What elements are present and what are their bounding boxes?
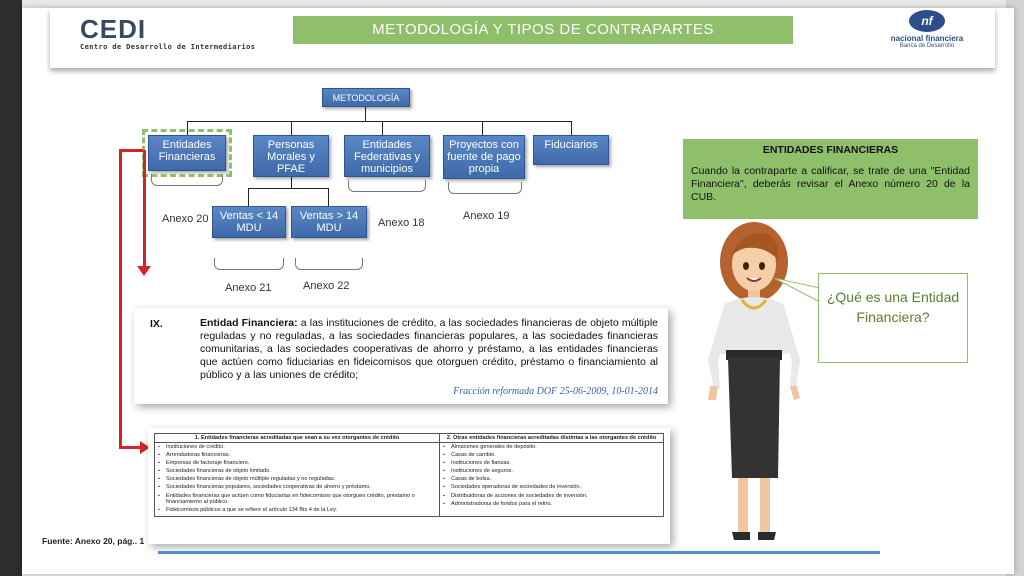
cedi-logo [80, 14, 255, 51]
brace [295, 258, 363, 270]
nafin-logo-mark: nf [909, 10, 945, 32]
entities-table-box [148, 428, 670, 544]
list-item: ▪ Distribuidoras de acciones de sociedades de inversión. [443, 493, 660, 500]
nafin-logo-name: nacional financiera [890, 34, 964, 43]
list-item: ▪ Almacenes generales de depósito. [443, 444, 660, 451]
list-item: ▪ Entidades financieras que actúen como fiduciarias en fideicomisos que otorguen crédito, préstamo o financiamiento al público. [158, 493, 436, 506]
red-arrow-line [119, 149, 122, 449]
list-item: ▪ Casas de bolsa. [443, 476, 660, 483]
legal-definition-box [134, 308, 668, 404]
node-ventas-mayor[interactable]: Ventas > 14 MDU [291, 206, 367, 238]
connector-line [187, 121, 188, 135]
list-item: ▪ Empresas de factoraje financiero. [158, 460, 436, 467]
brace [214, 258, 284, 270]
info-box-title: ENTIDADES FINANCIERAS [762, 144, 899, 156]
table-col1 [155, 443, 440, 517]
source-note: Fuente: Anexo 20, pág.. 1 [42, 536, 145, 546]
brace [448, 182, 522, 194]
info-box-text: Cuando la contraparte a calificar, se trate de una "Entidad Financiera", deberás revisar el Anexo número 20 de la CUB. [691, 165, 970, 203]
list-item: ▪ Instituciones de fianzas. [443, 460, 660, 467]
connector-line [365, 107, 366, 121]
table-header-col2: 2. Otras entidades financieras acreditadas distintas a las otorgantes de crédito [440, 434, 664, 443]
list-item: ▪ Arrendadoras financieras. [158, 452, 436, 459]
node-ventas-menor[interactable]: Ventas < 14 MDU [212, 206, 286, 238]
red-arrow-line [119, 149, 143, 152]
list-item: ▪ Casas de cambio. [443, 452, 660, 459]
legal-term: Entidad Financiera: [200, 317, 298, 329]
brace [348, 180, 426, 192]
list-item: ▪ Sociedades financieras de objeto limitado. [158, 468, 436, 475]
speech-bubble-tail [774, 278, 822, 306]
list-item: ▪ Fideicomisos públicos a que se refiere el artículo 134 Bis 4 de la Ley. [158, 507, 436, 514]
connector-line [571, 121, 572, 135]
brace [151, 174, 223, 186]
list-item: ▪ Sociedades financieras de objeto múltiple reguladas y no reguladas. [158, 476, 436, 483]
speech-bubble: ¿Qué es una Entidad Financiera? [818, 273, 968, 363]
red-arrow-line [143, 150, 146, 268]
list-item: ▪ Instituciones de crédito. [158, 444, 436, 451]
table-col2 [440, 443, 664, 517]
connector-line [248, 188, 328, 189]
list-item: ▪ Instituciones de seguros. [443, 468, 660, 475]
node-personas-morales[interactable]: Personas Morales y PFAE [253, 135, 329, 177]
entities-table [154, 433, 664, 517]
cedi-logo-subtitle: Centro de Desarrollo de Intermediarios [80, 43, 256, 51]
connector-line [328, 188, 329, 206]
node-entidades-federativas[interactable]: Entidades Federativas y municipios [344, 135, 430, 177]
red-arrowhead-down [137, 266, 151, 276]
connector-line [482, 121, 483, 135]
list-item: ▪ Sociedades financieras populares, sociedades cooperativas de ahorro y préstamo. [158, 484, 436, 491]
red-arrow-line [119, 446, 141, 449]
nafin-logo [868, 10, 986, 49]
legal-definition-text [200, 317, 658, 382]
node-metodologia[interactable]: METODOLOGÍA [322, 88, 410, 107]
info-box [683, 139, 978, 219]
node-fiduciarios[interactable]: Fiduciarios [533, 135, 609, 165]
node-entidades-financieras[interactable]: Entidades Financieras [148, 135, 226, 171]
annex-22-label: Anexo 22 [303, 280, 350, 292]
list-item: ▪ Sociedades operadoras de sociedades de inversión. [443, 484, 660, 491]
connector-line [291, 177, 292, 188]
slide [22, 8, 1014, 574]
left-frame-edge [0, 0, 22, 576]
annex-21-label: Anexo 21 [225, 282, 272, 294]
cedi-logo-title: CEDI [80, 14, 147, 44]
header-bar [50, 8, 995, 68]
legal-reform-note: Fracción reformada DOF 25-06-2009, 10-01-2014 [453, 386, 658, 397]
slide-title: METODOLOGÍA Y TIPOS DE CONTRAPARTES [293, 16, 793, 44]
connector-line [382, 121, 383, 135]
list-item: ▪ Administradoras de fondos para el retiro. [443, 501, 660, 508]
annex-18-label: Anexo 18 [378, 217, 425, 229]
legal-body: a las instituciones de crédito, a las sociedades financieras de objeto múltiple reguladas y no reguladas, a las sociedades financieras populares, a las sociedades financieras comunitarias, a las sociedades cooperativas de ahorro y préstamo, a las entidades financieras que actúen como fiduciarias en fideicomisos que otorguen crédito, préstamo o financiamiento al público y a las uniones de crédito; [200, 317, 658, 381]
table-header-col1: 1. Entidades financieras acreditadas que sean a su vez otorgantes de crédito [155, 434, 440, 443]
annex-19-label: Anexo 19 [463, 210, 510, 222]
connector-line [291, 121, 292, 135]
connector-line [248, 188, 249, 206]
node-proyectos[interactable]: Proyectos con fuente de pago propia [443, 135, 525, 179]
presenter-character-illustration [702, 220, 812, 550]
legal-fraction-number: IX. [150, 318, 163, 330]
connector-line [187, 121, 572, 122]
annex-20-label: Anexo 20 [162, 213, 209, 225]
nafin-logo-sub: Banca de Desarrollo [899, 43, 955, 49]
bottom-rule [158, 551, 880, 554]
